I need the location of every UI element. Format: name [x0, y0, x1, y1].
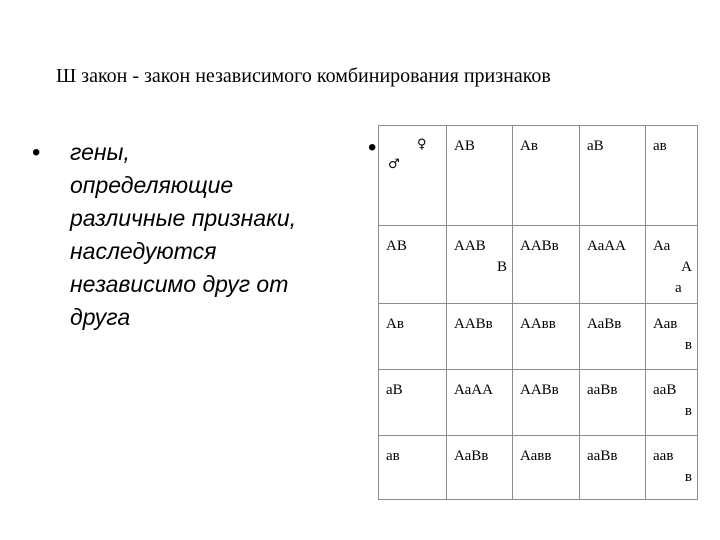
- header-cell: Ав: [513, 126, 580, 226]
- table-cell: ААвв: [513, 304, 580, 370]
- table-cell: ААВв: [447, 304, 513, 370]
- row-label-cell: аВ: [379, 370, 447, 436]
- bullet-line: наследуются: [70, 238, 217, 264]
- table-cell: ААВв: [513, 226, 580, 304]
- table-row: [379, 304, 698, 370]
- bullet-line: определяющие: [70, 172, 234, 198]
- male-symbol-icon: ♂: [388, 157, 400, 172]
- bullet-line: гены,: [70, 139, 130, 165]
- table-row: [379, 226, 698, 304]
- header-cell: ав: [646, 126, 698, 226]
- table-cell: Аавв: [513, 436, 580, 500]
- table-row: [379, 436, 698, 500]
- table-bullet-marker: •: [368, 134, 377, 161]
- table-cell: аав в: [646, 436, 698, 500]
- table-cell: Аав в: [646, 304, 698, 370]
- table-cell: ааВ в: [646, 370, 698, 436]
- table-cell: ААВв: [513, 370, 580, 436]
- table-header-row: [379, 126, 698, 226]
- table-cell: Аа А а: [646, 226, 698, 304]
- header-cell: аВ: [580, 126, 646, 226]
- punnett-square-table: [378, 125, 698, 500]
- table-cell: АаВв: [580, 304, 646, 370]
- table-cell: АаАА: [447, 370, 513, 436]
- header-cell: АВ: [447, 126, 513, 226]
- bullet-marker: •: [32, 139, 41, 166]
- corner-cell: [379, 126, 447, 226]
- table-cell: АаВв: [447, 436, 513, 500]
- bullet-line: различные признаки,: [70, 205, 297, 231]
- female-symbol-icon: ♀: [417, 137, 427, 152]
- table-row: [379, 370, 698, 436]
- bullet-line: друга: [70, 304, 131, 330]
- row-label-cell: Ав: [379, 304, 447, 370]
- table-cell: АаАА: [580, 226, 646, 304]
- bullet-text: [70, 136, 360, 334]
- slide-title: Ш закон - закон независимого комбинирования признаков: [56, 65, 551, 87]
- row-label-cell: АВ: [379, 226, 447, 304]
- table-cell: ааВв: [580, 436, 646, 500]
- bullet-line: независимо друг от: [70, 271, 289, 297]
- row-label-cell: ав: [379, 436, 447, 500]
- table-cell: ааВв: [580, 370, 646, 436]
- table-cell: ААВ В: [447, 226, 513, 304]
